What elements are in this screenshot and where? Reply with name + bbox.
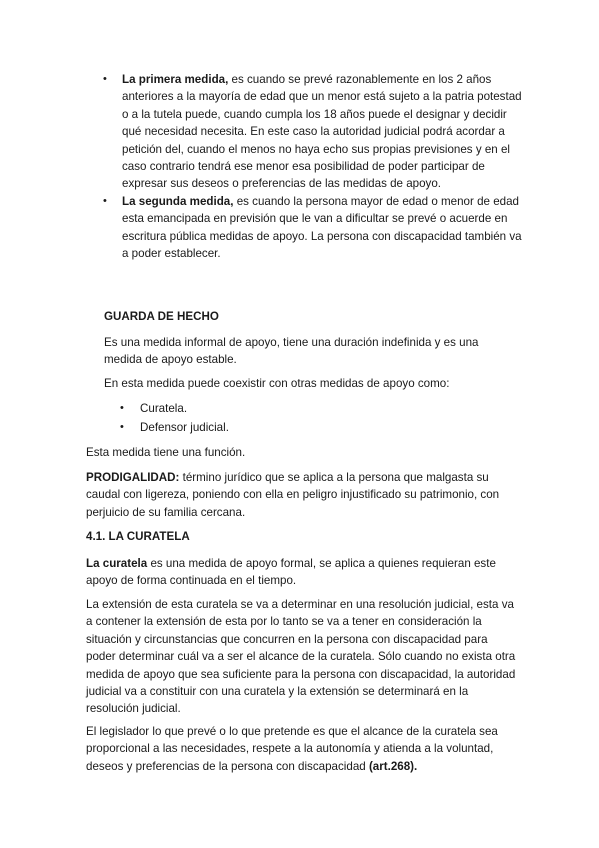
prodigalidad-term: PRODIGALIDAD:: [86, 471, 180, 484]
first-measure-label: La primera medida,: [122, 73, 229, 86]
curatela-heading: 4.1. LA CURATELA: [86, 530, 190, 543]
second-measure-label: La segunda medida,: [122, 194, 234, 208]
legislator-text: El legislador lo que prevé o lo que pretende es que el alcance de la curatela sea proporcional a las necesidades, respete a la autonomía y atienda a la voluntad, deseos y preferencias de la persona con discapacidad: [86, 725, 498, 773]
list-item: [103, 71, 523, 193]
guarda-coexist: En esta medida puede coexistir con otras medidas de apoyo como:: [104, 377, 450, 390]
second-measure-text: es cuando la persona mayor de edad o menor de edad esta emancipada en previsión que le van a dificultar se prevé o acuerde en escritura pública medidas de apoyo. La persona con discapacidad también va a poder establecer.: [122, 194, 522, 261]
curatela-extension: La extensión de esta curatela se va a determinar en una resolución judicial, esta va a contener la extensión de esta por lo tanto se va a tener en consideración la situación y circunstancias que concurren en la persona con discapacidad para poder determinar cuál va a ser el alcance de la curatela. Sólo cuando no exista otra medida de apoyo que sea suficiente para la persona con discapacidad, la autoridad judicial va a constituir con una curatela y la extensión se determinará en la resolución judicial.: [86, 598, 516, 716]
list-item: [103, 193, 523, 263]
list-item: [120, 400, 229, 419]
first-measure-text: es cuando se prevé razonablemente en los 2 años anteriores a la mayoría de edad que un menor está sujeto a la patria potestad o a la tutela puede, cuando cumpla los 18 años puede el designar y decidir qué necesidad necesita. En este caso la autoridad judicial podrá acordar a petición del, cuando el menos no haya echo sus propias previsiones y en el caso contrario tendrá ese menor esa posibilidad de poder participar de expresar sus deseos o preferencias de las medidas de apoyo.: [122, 73, 522, 191]
curatela-legislator: [86, 723, 516, 775]
guarda-definition: Es una medida informal de apoyo, tiene una duración indefinida y es una medida de apoyo estable.: [104, 336, 479, 367]
curatela-definition: [86, 555, 516, 590]
measures-bullet-list: [103, 71, 523, 262]
bullet-icon: •: [103, 194, 107, 207]
article-reference: (art.268).: [368, 759, 418, 773]
list-item-label: Curatela.: [140, 402, 188, 415]
guarda-heading: GUARDA DE HECHO: [104, 310, 219, 323]
funcion-text: Esta medida tiene una función.: [86, 446, 246, 459]
list-item-label: Defensor judicial.: [140, 421, 229, 434]
bullet-icon: •: [120, 421, 124, 433]
curatela-term: La curatela: [86, 557, 148, 570]
list-item: [120, 419, 229, 438]
bullet-icon: •: [103, 73, 107, 85]
prodigalidad-definition: término jurídico que se aplica a la persona que malgasta su caudal con ligereza, poniendo con ella en peligro injustificado su patrimonio, con perjuicio de su familia cercana.: [86, 471, 500, 519]
guarda-measures-list: [120, 400, 229, 438]
bullet-icon: •: [120, 402, 124, 414]
curatela-definition-text: es una medida de apoyo formal, se aplica a quienes requieran este apoyo de forma continuada en el tiempo.: [86, 557, 496, 588]
prodigalidad-paragraph: [86, 469, 516, 521]
